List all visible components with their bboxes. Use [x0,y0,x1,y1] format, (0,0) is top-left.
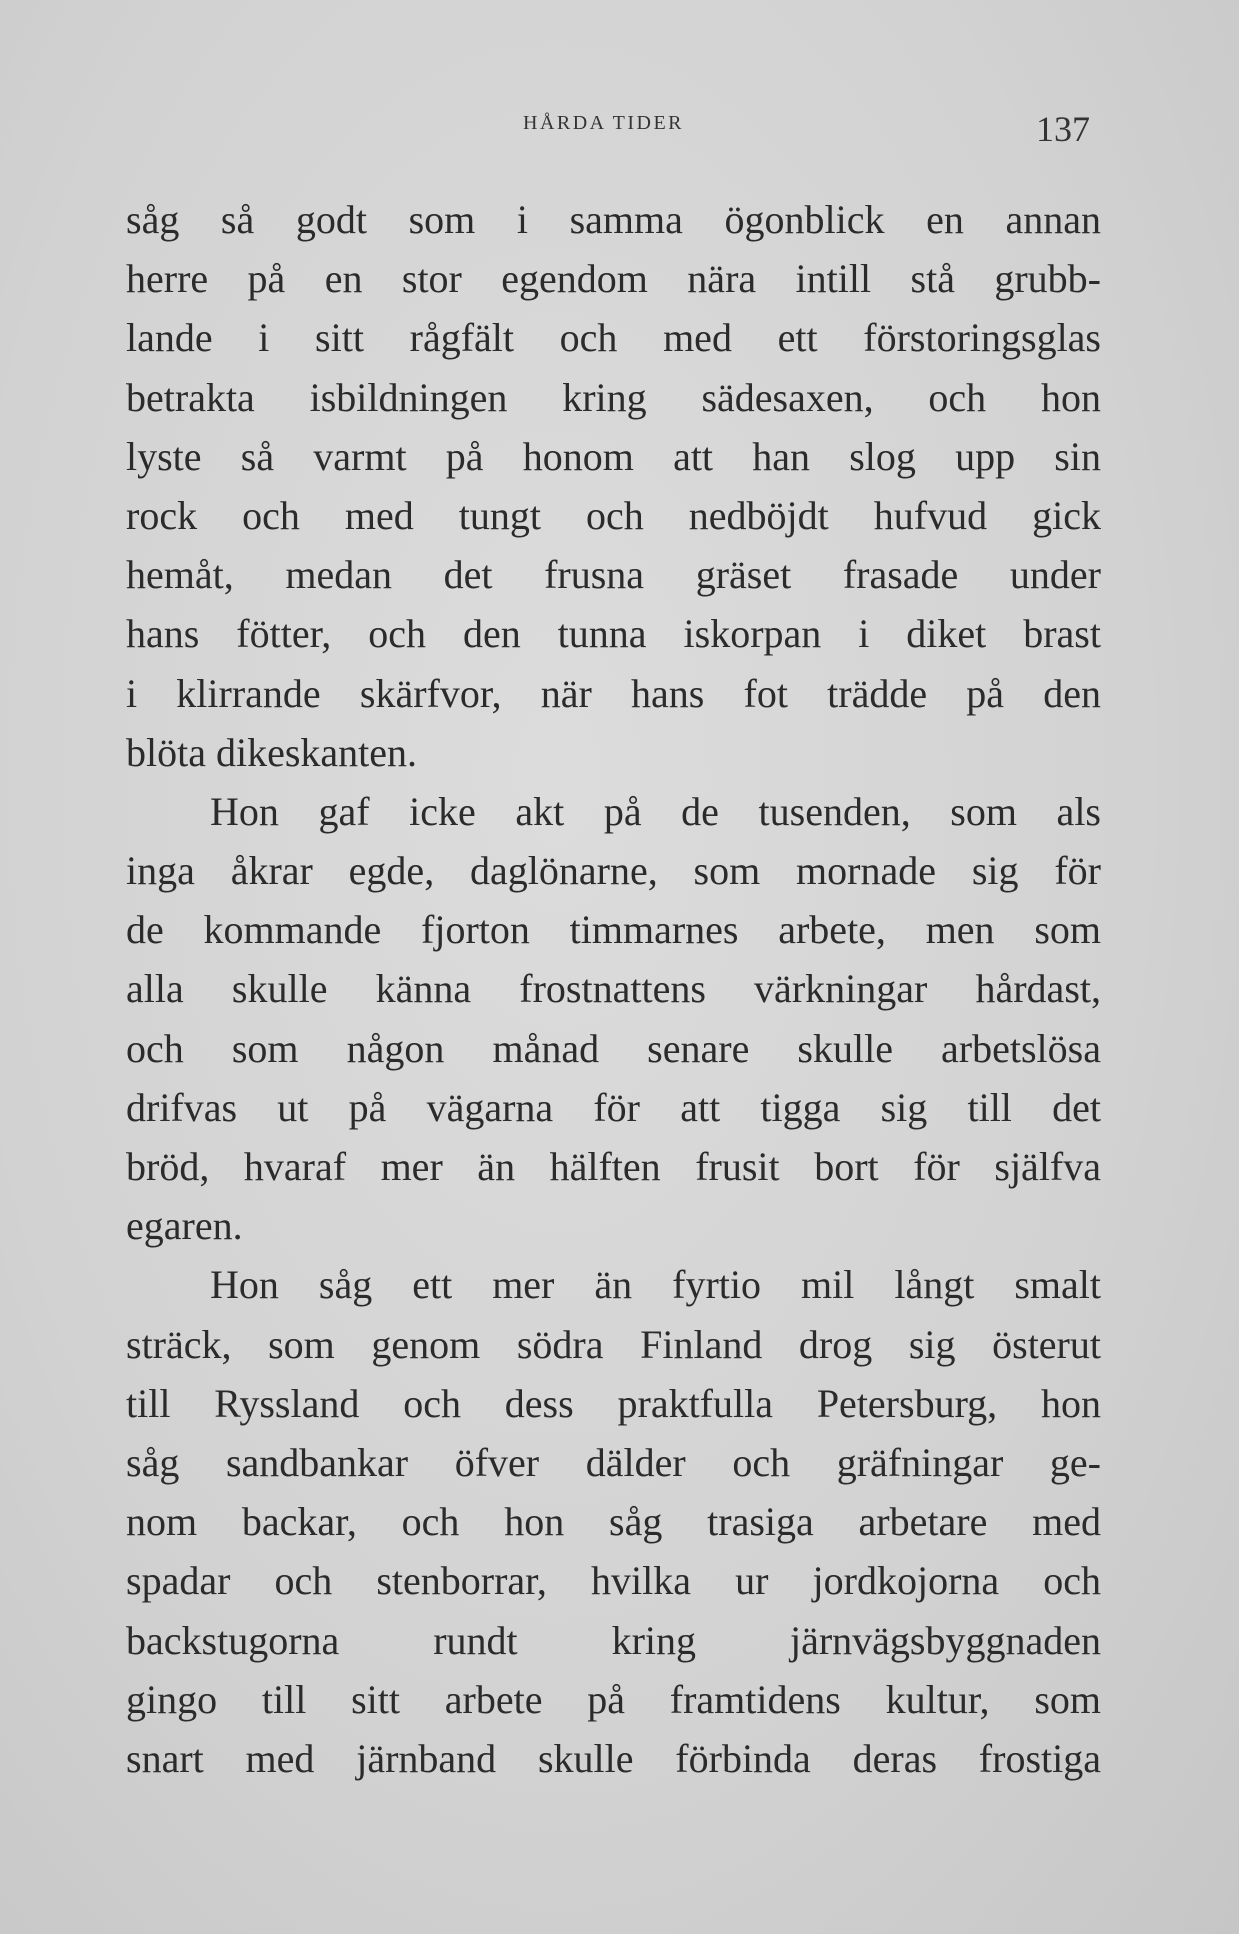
text-line: hans fötter, och den tunna iskorpan i diket brast [126,611,1101,657]
text-line: bröd, hvaraf mer än hälften frusit bort för själfva [126,1144,1101,1189]
text-line: lande i sitt rågfält och med ett förstoringsglas [126,315,1101,361]
text-line: i klirrande skärfvor, när hans fot trädde på den [126,670,1101,716]
text-line: och som någon månad senare skulle arbetslösa [126,1025,1101,1071]
text-line: herre på en stor egendom nära intill stå grubb- [126,256,1101,302]
page-number: 137 [1036,109,1090,149]
text-line: såg sandbankar öfver dälder och gräfningar ge- [126,1439,1101,1485]
text-line: till Ryssland och dess praktfulla Petersburg, hon [126,1380,1101,1426]
running-title: HÅRDA TIDER [523,112,685,134]
text-line: inga åkrar egde, daglönarne, som mornade sig för [126,848,1101,894]
text-line: Hon såg ett mer än fyrtio mil långt smalt [210,1262,1101,1308]
text-line: gingo till sitt arbete på framtidens kultur, som [126,1676,1101,1722]
text-line: lyste så varmt på honom att han slog upp sin [126,433,1101,479]
body-text [126,190,1101,1788]
text-line: nom backar, och hon såg trasiga arbetare med [126,1499,1101,1545]
text-line: betrakta isbildningen kring sädesaxen, och hon [126,374,1101,420]
text-line: Hon gaf icke akt på de tusenden, som als [210,788,1101,834]
text-line: snart med järnband skulle förbinda deras frostiga [126,1735,1101,1781]
text-line: sträck, som genom södra Finland drog sig österut [126,1321,1101,1367]
text-line: alla skulle känna frostnattens värkningar hårdast, [126,966,1101,1012]
running-head [0,109,1239,152]
text-line: blöta dikeskanten. [126,729,418,775]
text-line: hemåt, medan det frusna gräset frasade under [126,552,1101,598]
text-line: rock och med tungt och nedböjdt hufvud gick [126,492,1101,538]
text-line: egaren. [126,1203,243,1249]
text-line: spadar och stenborrar, hvilka ur jordkojorna och [126,1558,1101,1604]
text-line: drifvas ut på vägarna för att tigga sig till det [126,1084,1101,1130]
text-line: såg så godt som i samma ögonblick en annan [126,197,1101,242]
text-line: backstugorna rundt kring järnvägsbyggnaden [126,1617,1101,1663]
text-line: de kommande fjorton timmarnes arbete, men som [126,907,1101,953]
